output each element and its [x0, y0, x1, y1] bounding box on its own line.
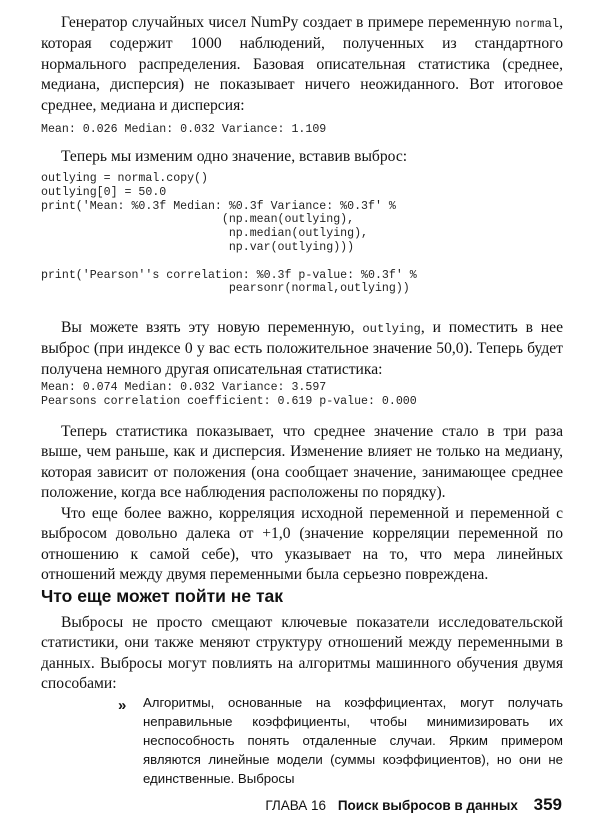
paragraph-correlation: Что еще более важно, корреляция исходной переменной и переменной с выбросом довольно далека от +1,0 (значение корреляции переменной по отношению к самой себе), что указывает на то, что мера линейных отношений между двумя переменными была серьезно повреждена.	[41, 505, 563, 584]
paragraph-outlier-intro: Теперь мы изменим одно значение, вставив выброс:	[61, 148, 408, 165]
bullet-item: Алгоритмы, основанные на коэффициентах, могут получать неправильные коэффициенты, чтобы минимизировать их неспособность понять отдаленные случаи. Ярким примером являются линейные модели (суммы коэффициентов), но они не единственные. Выбросы	[143, 695, 563, 786]
footer-chapter: ГЛАВА 16	[265, 798, 327, 813]
code-output-1: Mean: 0.026 Median: 0.032 Variance: 1.109	[41, 123, 327, 136]
paragraph-intro	[41, 13, 563, 116]
paragraph-text: , которая содержит 1000 наблюдений, полученных из стандартного нормального распределения. Базовая описательная статистика (среднее, медиана, дисперсия) не показывает ничего неожиданного. Вот итоговое среднее, медиана и дисперсия:	[41, 14, 563, 114]
paragraph-outliers-effect: Выбросы не просто смещают ключевые показатели исследовательской статистики, они также меняют структуру отношений между переменными в данных. Выбросы могут повлиять на алгоритмы машинного обучения двумя способами:	[41, 614, 563, 693]
section-heading: Что еще может пойти не так	[41, 586, 284, 606]
code-block: outlying = normal.copy() outlying[0] = 50.0 print('Mean: %0.3f Median: %0.3f Variance: %0.3f' % (np.mean(outlying), np.median(outlying), np.var(outlying))) print('Pearson''s correlation: %0.3f p-value: %0.3f' % pearsonr(normal,outlying))	[41, 172, 417, 296]
paragraph-text: Вы можете взять эту новую переменную,	[61, 319, 363, 336]
page-number: 359	[533, 795, 562, 814]
page-footer	[0, 795, 562, 815]
paragraph-statistics: Теперь статистика показывает, что среднее значение стало в три раза выше, чем раньше, как и дисперсия. Изменение влияет не только на медиану, которая зависит от положения (она сообщает значение, занимающее среднее положение, когда все наблюдения расположены по порядку).	[41, 423, 563, 502]
inline-code: outlying	[362, 322, 421, 336]
bullet-marker-icon: »	[118, 697, 127, 714]
inline-code: normal	[515, 17, 560, 31]
paragraph-text: , и поместить в нее выброс (при индексе 0 у вас есть положительное значение 50,0). Теперь будет получена немного другая описательная статистика:	[41, 319, 563, 378]
paragraph-text: Генератор случайных чисел NumPy создает в примере переменную	[61, 14, 516, 31]
code-output-2: Mean: 0.074 Median: 0.032 Variance: 3.597 Pearsons correlation coefficient: 0.619 p-value: 0.000	[41, 381, 417, 408]
paragraph-new-variable	[41, 318, 563, 380]
footer-section-title: Поиск выбросов в данных	[337, 798, 518, 813]
